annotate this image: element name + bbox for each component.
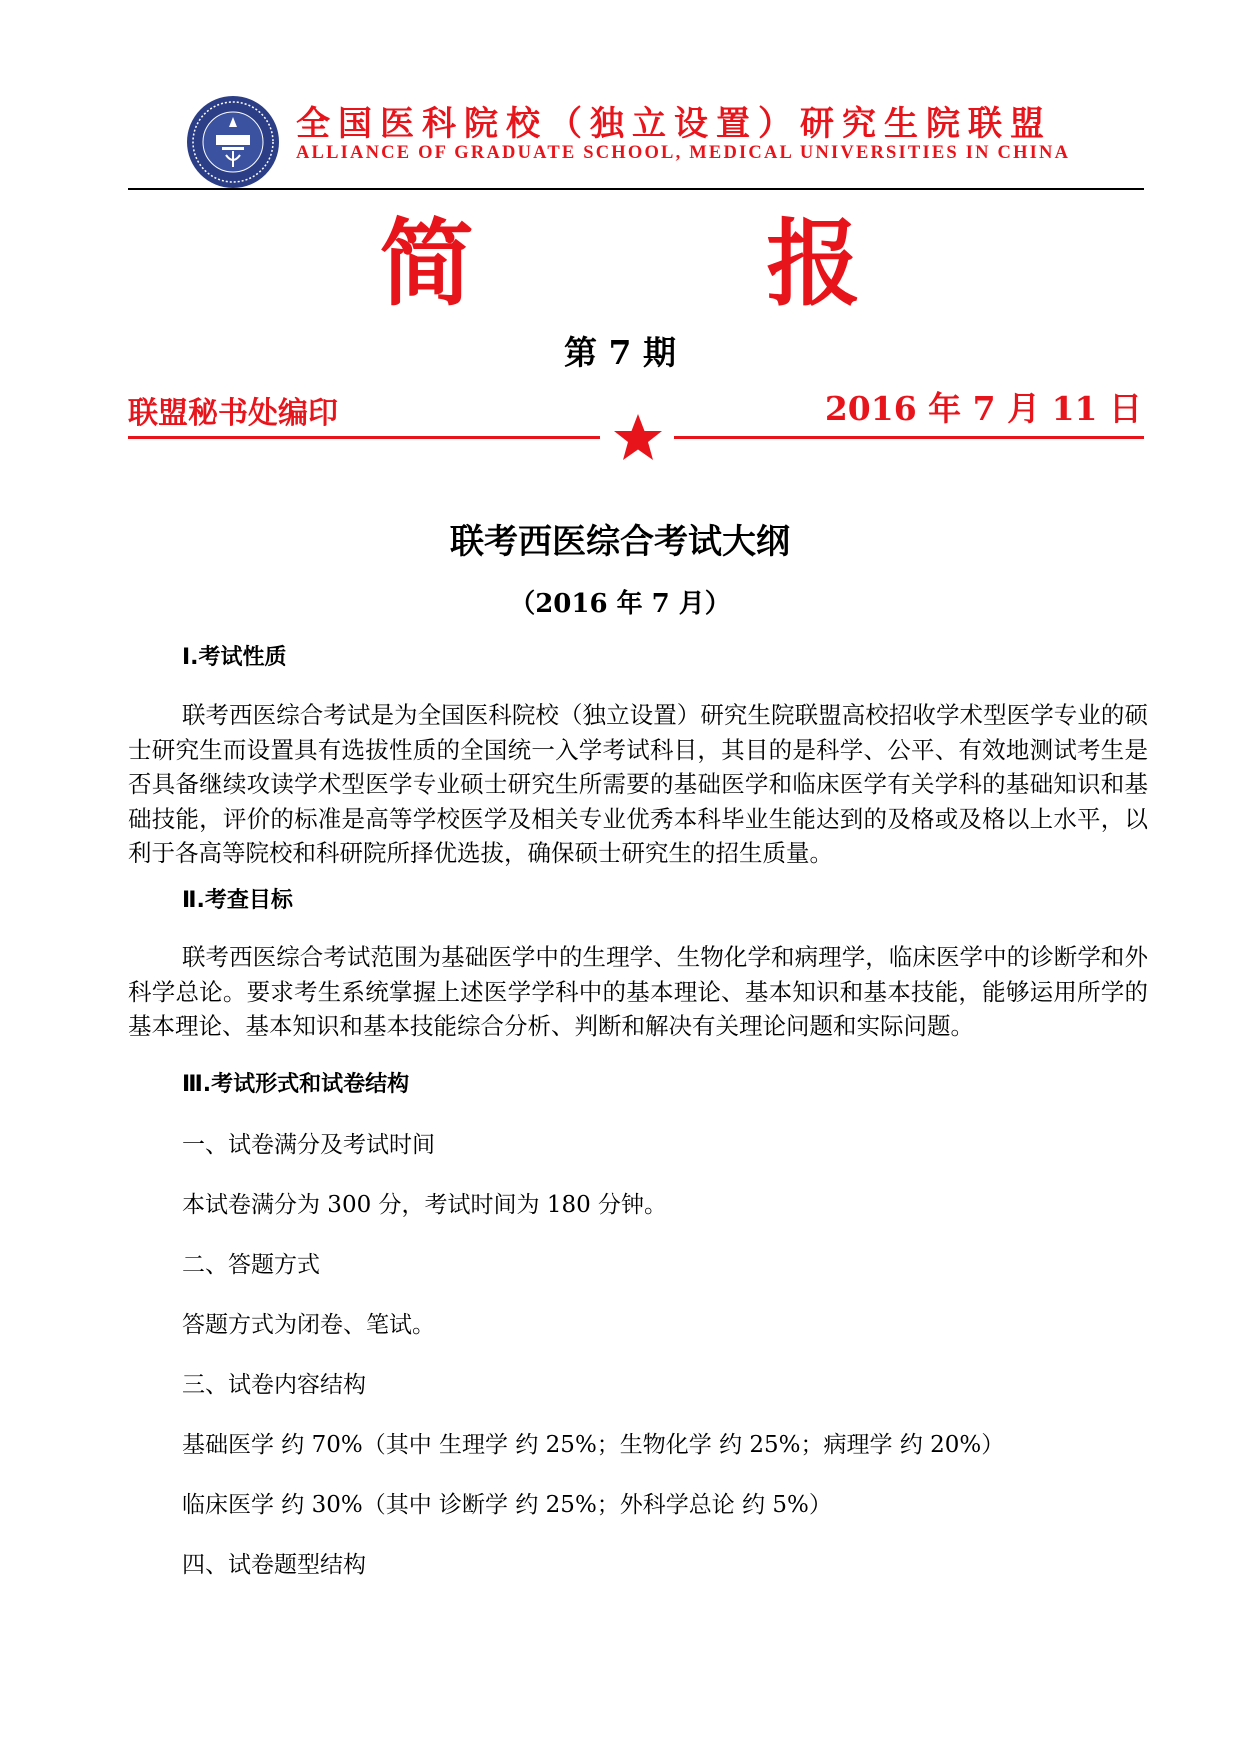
section-paragraph: 联考西医综合考试范围为基础医学中的生理学、生物化学和病理学，临床医学中的诊断学和外科学总论。要求考生系统掌握上述医学学科中的基本理论、基本知识和基本技能，能够运用所学的基本理论、基本知识和基本技能综合分析、判断和解决有关理论问题和实际问题。 bbox=[128, 943, 1148, 1040]
section-heading: Ⅰ.考试性质 bbox=[182, 645, 287, 670]
subsection-heading: 二、答题方式 bbox=[182, 1252, 320, 1278]
section-heading: Ⅱ.考查目标 bbox=[182, 888, 293, 913]
body-line: 本试卷满分为 300 分，考试时间为 180 分钟。 bbox=[182, 1192, 668, 1218]
section-heading: Ⅲ.考试形式和试卷结构 bbox=[182, 1072, 410, 1097]
body-line: 临床医学 约 30%（其中 诊断学 约 25%；外科学总论 约 5%） bbox=[182, 1492, 832, 1518]
publish-date: 2016 年 7 月 11 日 bbox=[824, 389, 1142, 428]
header-divider bbox=[128, 188, 1144, 190]
org-name-en: ALLIANCE OF GRADUATE SCHOOL, MEDICAL UNIVERSITIES IN CHINA bbox=[296, 143, 1071, 163]
star-icon bbox=[612, 412, 664, 464]
bulletin-title: 简 报 bbox=[379, 210, 991, 319]
red-divider-right bbox=[674, 436, 1144, 439]
body-line: 基础医学 约 70%（其中 生理学 约 25%；生物化学 约 25%；病理学 约 20%） bbox=[182, 1432, 1005, 1458]
org-name-cn: 全国医科院校（独立设置）研究生院联盟 bbox=[296, 104, 1052, 144]
article-subtitle: （2016 年 7 月） bbox=[509, 589, 731, 619]
body-line: 答题方式为闭卷、笔试。 bbox=[182, 1312, 435, 1338]
editor-label: 联盟秘书处编印 bbox=[128, 396, 338, 431]
red-divider-left bbox=[128, 436, 600, 439]
article-title: 联考西医综合考试大纲 bbox=[450, 522, 790, 562]
subsection-heading: 三、试卷内容结构 bbox=[182, 1372, 366, 1398]
section-paragraph: 联考西医综合考试是为全国医科院校（独立设置）研究生院联盟高校招收学术型医学专业的硕士研究生而设置具有选拔性质的全国统一入学考试科目，其目的是科学、公平、有效地测试考生是否具备继续攻读学术型医学专业硕士研究生所需要的基础医学和临床医学有关学科的基础知识和基础技能，评价的标准是高等学校医学及相关专业优秀本科毕业生能达到的及格或及格以上水平，以利于各高等院校和科研院所择优选拔，确保硕士研究生的招生质量。 bbox=[128, 701, 1148, 867]
issue-number: 第 7 期 bbox=[564, 333, 676, 372]
subsection-heading: 一、试卷满分及考试时间 bbox=[182, 1132, 435, 1158]
alliance-logo bbox=[186, 95, 280, 189]
subsection-heading: 四、试卷题型结构 bbox=[182, 1552, 366, 1578]
